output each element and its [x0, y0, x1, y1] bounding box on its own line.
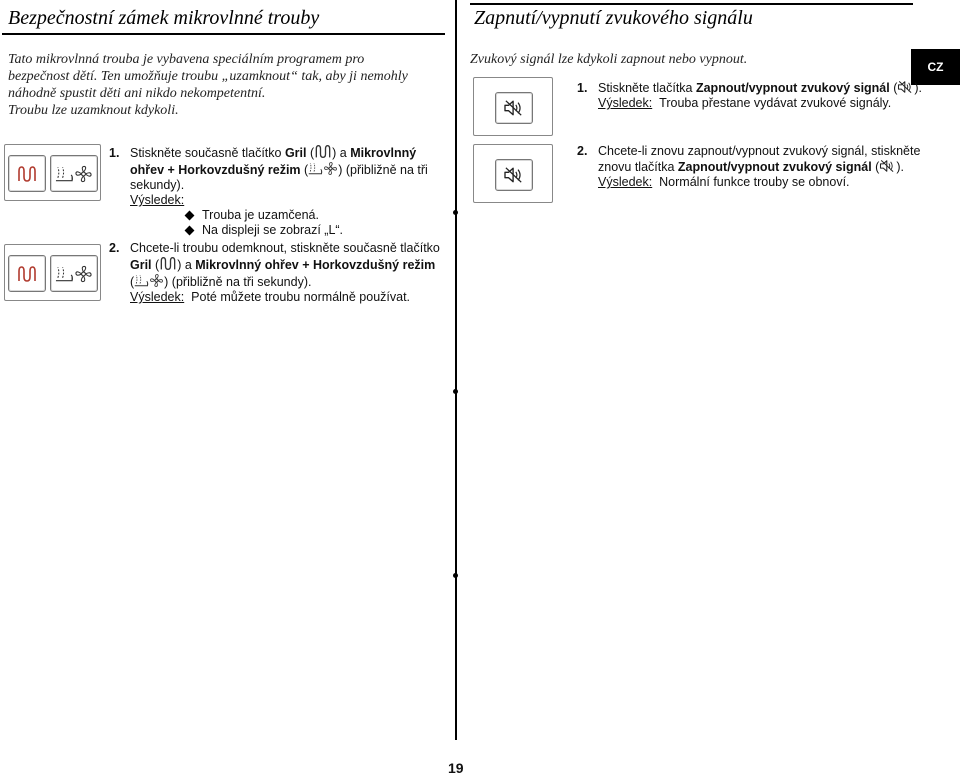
lock-panel-illustration — [4, 144, 101, 201]
grill-icon — [314, 144, 332, 159]
step-text: ( — [300, 163, 309, 177]
result-label: Výsledek: — [598, 96, 653, 110]
sound-key — [495, 92, 533, 124]
page-number: 19 — [448, 760, 464, 776]
step-text: Stiskněte tlačítka — [598, 81, 696, 95]
divider-dot — [453, 210, 458, 215]
unlock-panel-illustration — [4, 244, 101, 301]
left-title: Bezpečnostní zámek mikrovlnné trouby — [8, 7, 320, 29]
step-number: 1. — [109, 146, 120, 160]
right-title-rule — [470, 3, 913, 5]
unlock-step-2-line — [109, 256, 444, 273]
step-text: ). — [914, 81, 923, 95]
left-intro-line: Troubu lze uzamknout kdykoli. — [8, 103, 179, 118]
unlock-step-2-line — [109, 273, 444, 290]
step-text: ( — [130, 275, 135, 289]
sound-step-1 — [577, 80, 937, 111]
step-text: ( — [306, 146, 315, 160]
result-label: Výsledek: — [130, 290, 185, 304]
step-text: Chcete-li znovu zapnout/vypnout zvukový signál, stiskněte — [598, 144, 921, 158]
step-number: 1. — [577, 81, 588, 95]
sound-step-2-line — [577, 159, 937, 175]
diamond-bullet-icon — [185, 211, 195, 221]
column-divider — [455, 0, 457, 740]
step-text: ) (přibližně na tři — [338, 163, 428, 177]
result-text: Trouba je uzamčená. — [202, 208, 319, 222]
result-label: Výsledek: — [130, 193, 185, 207]
sound-step-2-result — [577, 175, 937, 190]
combi-key — [50, 155, 98, 192]
sound-step-2-line — [577, 144, 937, 159]
sound-step-1-result — [577, 96, 937, 111]
step-number: 2. — [109, 241, 120, 255]
grill-key — [8, 155, 46, 192]
result-text: Trouba přestane vydávat zvukové signály. — [659, 96, 892, 110]
microwave-convection-icon — [134, 273, 164, 288]
microwave-label: Mikrovlnný — [350, 146, 417, 160]
speaker-mute-icon — [503, 166, 525, 184]
combi-mode-label: ohřev + Horkovzdušný režim — [130, 163, 301, 177]
result-text: Na displeji se zobrazí „L“. — [202, 223, 344, 237]
step-text: sekundy). — [130, 178, 185, 192]
step-text: ( — [151, 258, 160, 272]
step-text: ) a — [177, 258, 196, 272]
grill-key — [8, 255, 46, 292]
step-text: ) (přibližně na tři sekundy). — [164, 275, 312, 289]
result-text: Poté můžete troubu normálně používat. — [191, 290, 411, 304]
grill-label: Gril — [130, 258, 152, 272]
sound-button-label: Zapnout/vypnout zvukový signál — [677, 160, 872, 174]
step-text: ) a — [332, 146, 351, 160]
left-title-rule — [2, 33, 445, 35]
combi-key — [50, 255, 98, 292]
speaker-mute-icon — [897, 80, 914, 94]
grill-label: Gril — [284, 146, 307, 160]
result-bullet — [186, 223, 444, 238]
result-text: Normální funkce trouby se obnoví. — [659, 175, 850, 189]
microwave-convection-icon — [55, 264, 93, 284]
speaker-mute-icon — [503, 99, 525, 117]
result-bullet — [186, 208, 444, 223]
step-text: ). — [896, 160, 904, 174]
left-intro-line: náhodně spustit děti ani nikdo nekompetentní. — [8, 86, 266, 101]
lock-step-1 — [109, 144, 444, 238]
unlock-step-2 — [109, 241, 444, 305]
step-number: 2. — [577, 144, 588, 158]
combi-mode-label: Mikrovlnný ohřev + Horkovzdušný režim — [195, 258, 436, 272]
sound-key — [495, 159, 533, 191]
sound-button-label: Zapnout/vypnout zvukový signál — [695, 81, 890, 95]
sound-step-2 — [577, 144, 937, 190]
lock-step-1-line — [109, 144, 444, 161]
speaker-mute-icon — [879, 159, 896, 173]
diamond-bullet-icon — [185, 226, 195, 236]
step-text: Chcete-li troubu odemknout, stiskněte současně tlačítko — [130, 241, 440, 255]
sound-panel-illustration — [473, 144, 553, 203]
grill-icon — [159, 256, 177, 271]
grill-icon — [17, 265, 37, 283]
sound-step-1-line — [577, 80, 937, 96]
unlock-step-2-line — [109, 241, 444, 256]
step-text: ( — [889, 81, 898, 95]
step-text: Stiskněte současně tlačítko — [130, 146, 285, 160]
right-intro: Zvukový signál lze kdykoli zapnout nebo vypnout. — [470, 52, 748, 67]
step-text: znovu tlačítka — [598, 160, 678, 174]
left-intro-line: Tato mikrovlnná trouba je vybavena speciálním programem pro — [8, 52, 365, 67]
left-intro-line: bezpečnost dětí. Ten umožňuje troubu „uzamknout“ tak, aby ji nemohly — [8, 69, 408, 84]
divider-dot — [453, 573, 458, 578]
microwave-convection-icon — [308, 161, 338, 176]
microwave-convection-icon — [55, 164, 93, 184]
left-intro — [8, 51, 448, 119]
unlock-step-2-result — [109, 290, 444, 305]
language-tab-cz: CZ — [911, 49, 960, 85]
grill-icon — [17, 165, 37, 183]
divider-dot — [453, 389, 458, 394]
right-title: Zapnutí/vypnutí zvukového signálu — [474, 7, 753, 29]
result-label: Výsledek: — [598, 175, 653, 189]
sound-panel-illustration — [473, 77, 553, 136]
lock-step-1-line — [109, 161, 444, 178]
step-text: ( — [871, 160, 880, 174]
